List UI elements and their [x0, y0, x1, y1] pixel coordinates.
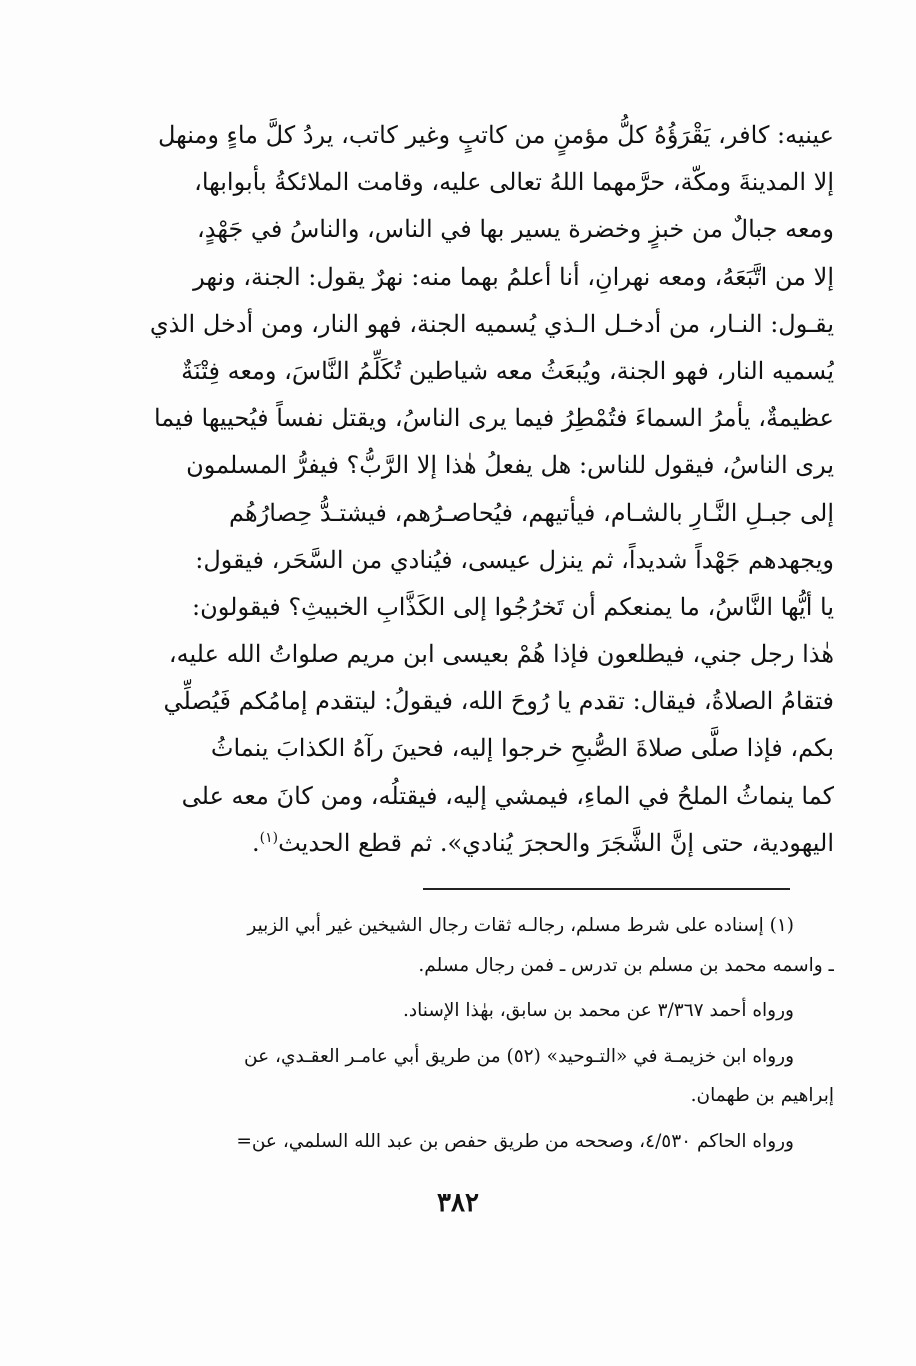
footnote-separator	[423, 888, 790, 890]
main-text-line: يا أيُّها النَّاسُ، ما يمنعكم أن تَخرُجُوا إلى الكَذَّابِ الخبيثِ؟ فيقولون:	[192, 592, 834, 621]
main-text-line: يُسميه النار، فهو الجنة، ويُبعَثُ معه شياطين تُكَلِّمُ النَّاسَ، ومعه فِتْنَةٌ	[181, 356, 834, 385]
main-text-line: بكم، فإذا صلَّى صلاةَ الصُّبحِ خرجوا إليه، فحينَ رآهُ الكذابَ ينماثُ	[210, 734, 834, 763]
footnote-reference[interactable]: (١)	[259, 829, 279, 846]
main-text-line: عينيه: كافر، يَقْرَؤُهُ كلُّ مؤمنٍ من كاتبٍ وغير كاتب، يردُ كلَّ ماءٍ ومنهل	[157, 121, 834, 149]
main-text-body	[74, 112, 834, 867]
main-text-line: يقـول: النـار، من أدخـل الـذي يُسميه الجنة، فهو النار، ومن أدخل الذي	[149, 309, 834, 338]
main-text-line: إلى جبـلِ النَّـارِ بالشـام، فيأتيهم، فيُحاصـرُهم، فيشتـدُّ حِصارُهُم	[229, 498, 834, 527]
main-text-line: ويجهدهم جَهْداً شديداً، ثم ينزل عيسى، فيُنادي من السَّحَر، فيقول:	[195, 545, 834, 574]
main-text-line: إلا من اتَّبَعَهُ، ومعه نهرانِ، أنا أعلمُ بهما منه: نهرٌ يقول: الجنة، ونهر	[193, 262, 834, 291]
footnote-line: ورواه الحاكم ٤/٥٣٠، وصححه من طريق حفص بن عبد الله السلمي، عن=	[236, 1130, 794, 1152]
main-text-line: كما ينماثُ الملحُ في الماءِ، فيمشي إليه، فيقتلُه، ومن كانَ معه على	[181, 781, 834, 810]
page-number: ٣٨٢	[437, 1188, 479, 1218]
main-text-line: فتقامُ الصلاةُ، فيقال: تقدم يا رُوحَ الله، فيقولُ: ليتقدم إمامُكم فَيُصلِّي	[163, 687, 834, 716]
footnotes-section	[74, 906, 834, 1161]
main-text-line: ومعه جبالٌ من خبزٍ وخضرة يسير بها في الناس، والناسُ في جَهْدٍ،	[197, 215, 834, 244]
main-text-line: هٰذا رجل جني، فيطلعون فإذا هُمْ بعيسى ابن مريم صلواتُ الله عليه،	[168, 640, 834, 669]
footnote-line: ورواه ابن خزيمـة في «التـوحيد» (٥٢) من طريق أبي عامـر العقـدي، عن	[244, 1045, 794, 1067]
footnote-line: ـ واسمه محمد بن مسلم بن تدرس ـ فمن رجال مسلم.	[418, 954, 834, 976]
main-text-line: يرى الناسُ، فيقول للناس: هل يفعلُ هٰذا إلا الرَّبُّ؟ فيفرُّ المسلمون	[186, 451, 834, 480]
main-text-line: عظيمةٌ، يأمرُ السماءَ فتُمْطِرُ فيما يرى الناسُ، ويقتل نفساً فيُحييها فيما	[153, 404, 834, 433]
footnote-line: إبراهيم بن طهمان.	[690, 1085, 834, 1106]
main-text-line: إلا المدينةَ ومكّة، حرَّمهما اللهُ تعالى عليه، وقامت الملائكةُ بأبوابها،	[194, 168, 834, 197]
full-stop: .	[251, 828, 260, 857]
main-text-line: اليهودية، حتى إنَّ الشَّجَرَ والحجرَ يُنادي». ثم قطع الحديث	[278, 828, 834, 857]
footnote-line: ورواه أحمد ٣/٣٦٧ عن محمد بن سابق، بهٰذا الإسناد.	[402, 1000, 794, 1021]
main-text-last-line	[74, 820, 834, 867]
footnote-line: (١) إسناده على شرط مسلم، رجالـه ثقات رجال الشيخين غير أبي الزبير	[247, 915, 794, 936]
